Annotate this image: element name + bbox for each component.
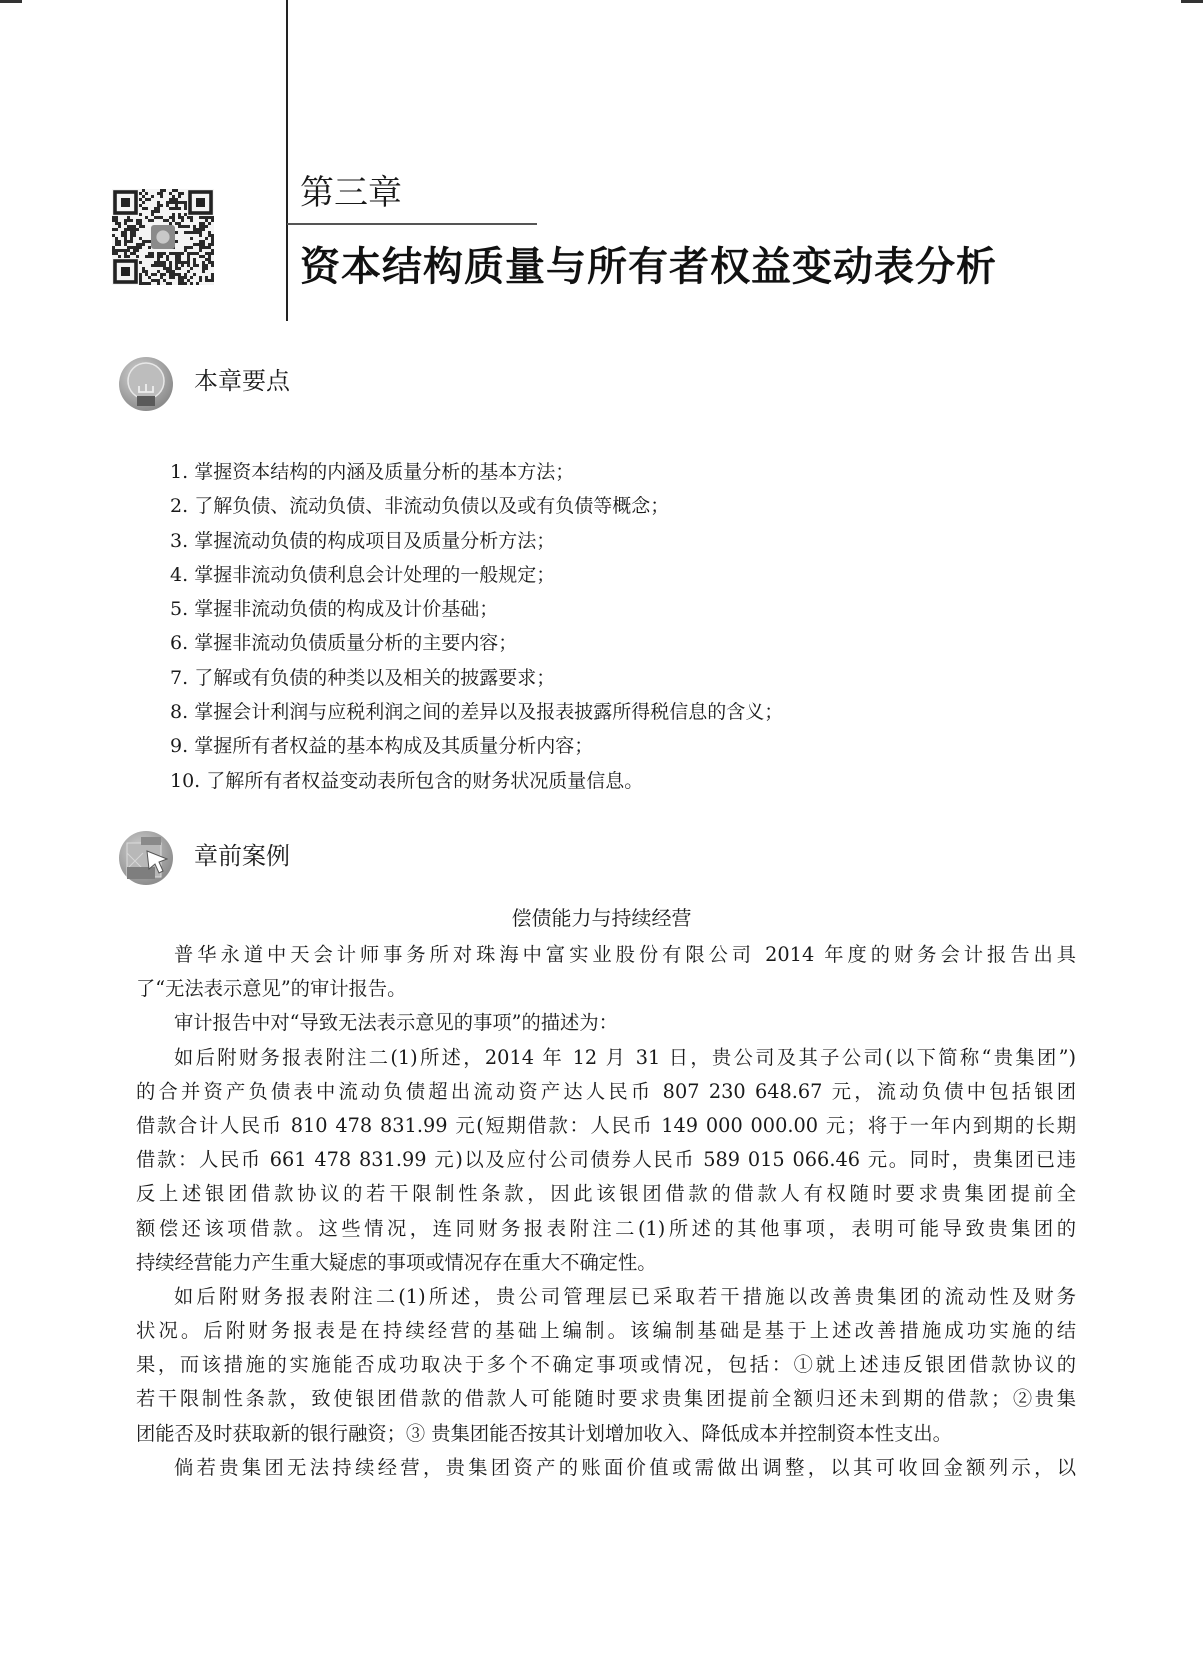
body-line: 审计报告中对“导致无法表示意见的事项”的描述为：: [174, 1011, 618, 1035]
body-line: 借款：人民币 661 478 831.99 元)以及应付公司债券人民币 589 015 066.46 元。同时，贵集团已违: [136, 1148, 1076, 1172]
item-text: 掌握所有者权益的基本构成及其质量分析内容；: [194, 735, 594, 758]
chapter-vertical-rule: [286, 0, 288, 321]
list-item: [170, 729, 783, 763]
lightbulb-icon: [117, 356, 175, 414]
body-line: 的合并资产负债表中流动负债超出流动资产达人民币 807 230 648.67 元，流动负债中包括银团: [136, 1079, 1076, 1103]
body-line: 若干限制性条款，致使银团借款的借款人可能随时要求贵集团提前全额归还未到期的借款；②贵集: [136, 1387, 1076, 1411]
crop-mark-left: [0, 0, 22, 3]
list-item: [170, 764, 783, 798]
case-body: [136, 938, 1076, 1485]
body-line: 如后附财务报表附注二(1)所述，2014 年 12 月 31 日，贵公司及其子公司(以下简称“贵集团”): [174, 1045, 1076, 1069]
list-item: [170, 661, 783, 695]
item-number: 9.: [170, 735, 189, 758]
body-line: 了“无法表示意见”的审计报告。: [136, 977, 407, 1001]
body-line: 倘若贵集团无法持续经营，贵集团资产的账面价值或需做出调整，以其可收回金额列示，以: [174, 1455, 1076, 1479]
item-number: 3.: [170, 529, 189, 552]
item-number: 10.: [170, 769, 201, 792]
crop-mark-right: [1181, 0, 1203, 3]
body-line: 如后附财务报表附注二(1)所述，贵公司管理层已采取若干措施以改善贵集团的流动性及财务: [174, 1284, 1076, 1308]
body-line: 反上述银团借款协议的若干限制性条款，因此该银团借款的借款人有权随时要求贵集团提前全: [136, 1182, 1076, 1206]
list-item: [170, 626, 783, 660]
item-number: 2.: [170, 495, 189, 518]
body-line: 状况。后附财务报表是在持续经营的基础上编制。该编制基础是基于上述改善措施成功实施的结: [136, 1319, 1076, 1343]
list-item: [170, 524, 783, 558]
list-item: [170, 455, 783, 489]
list-item: [170, 592, 783, 626]
case-title: 偿债能力与持续经营: [511, 906, 692, 930]
list-item: [170, 558, 783, 592]
list-item: [170, 489, 783, 523]
list-item: [170, 695, 783, 729]
item-text: 掌握非流动负债质量分析的主要内容；: [194, 632, 518, 655]
item-text: 了解或有负债的种类以及相关的披露要求；: [194, 666, 556, 689]
key-points-heading: 本章要点: [194, 367, 290, 395]
key-points-list: [170, 455, 783, 798]
cursor-window-icon: [117, 829, 175, 887]
item-number: 5.: [170, 598, 189, 621]
item-text: 掌握资本结构的内涵及质量分析的基本方法；: [194, 461, 575, 483]
chapter-label: 第三章: [300, 173, 402, 213]
chapter-horizontal-rule: [287, 223, 537, 225]
body-line: 果，而该措施的实施能否成功取决于多个不确定事项或情况，包括：①就上述违反银团借款协议的: [136, 1353, 1076, 1377]
chapter-title: 资本结构质量与所有者权益变动表分析: [300, 244, 997, 290]
body-line: 普华永道中天会计师事务所对珠海中富实业股份有限公司 2014 年度的财务会计报告出具: [174, 943, 1076, 966]
item-number: 6.: [170, 632, 189, 655]
body-line: 额偿还该项借款。这些情况，连同财务报表附注二(1)所述的其他事项，表明可能导致贵集团的: [136, 1216, 1076, 1240]
item-text: 掌握会计利润与应税利润之间的差异以及报表披露所得税信息的含义；: [194, 701, 784, 724]
item-text: 掌握流动负债的构成项目及质量分析方法；: [194, 529, 556, 552]
item-number: 4.: [170, 563, 189, 586]
item-text: 掌握非流动负债利息会计处理的一般规定；: [194, 563, 556, 586]
body-line: 持续经营能力产生重大疑虑的事项或情况存在重大不确定性。: [136, 1250, 657, 1274]
item-number: 1.: [170, 461, 189, 483]
item-text: 掌握非流动负债的构成及计价基础；: [194, 598, 499, 621]
item-text: 了解负债、流动负债、非流动负债以及或有负债等概念；: [194, 495, 670, 518]
item-number: 8.: [170, 701, 189, 724]
case-heading: 章前案例: [194, 842, 290, 870]
body-line: 借款合计人民币 810 478 831.99 元(短期借款：人民币 149 000 000.00 元；将于一年内到期的长期: [136, 1113, 1076, 1137]
qr-code-icon: [112, 189, 214, 285]
body-line: 团能否及时获取新的银行融资；③ 贵集团能否按其计划增加收入、降低成本并控制资本性支出。: [136, 1421, 952, 1445]
item-text: 了解所有者权益变动表所包含的财务状况质量信息。: [206, 769, 644, 792]
item-number: 7.: [170, 666, 189, 689]
